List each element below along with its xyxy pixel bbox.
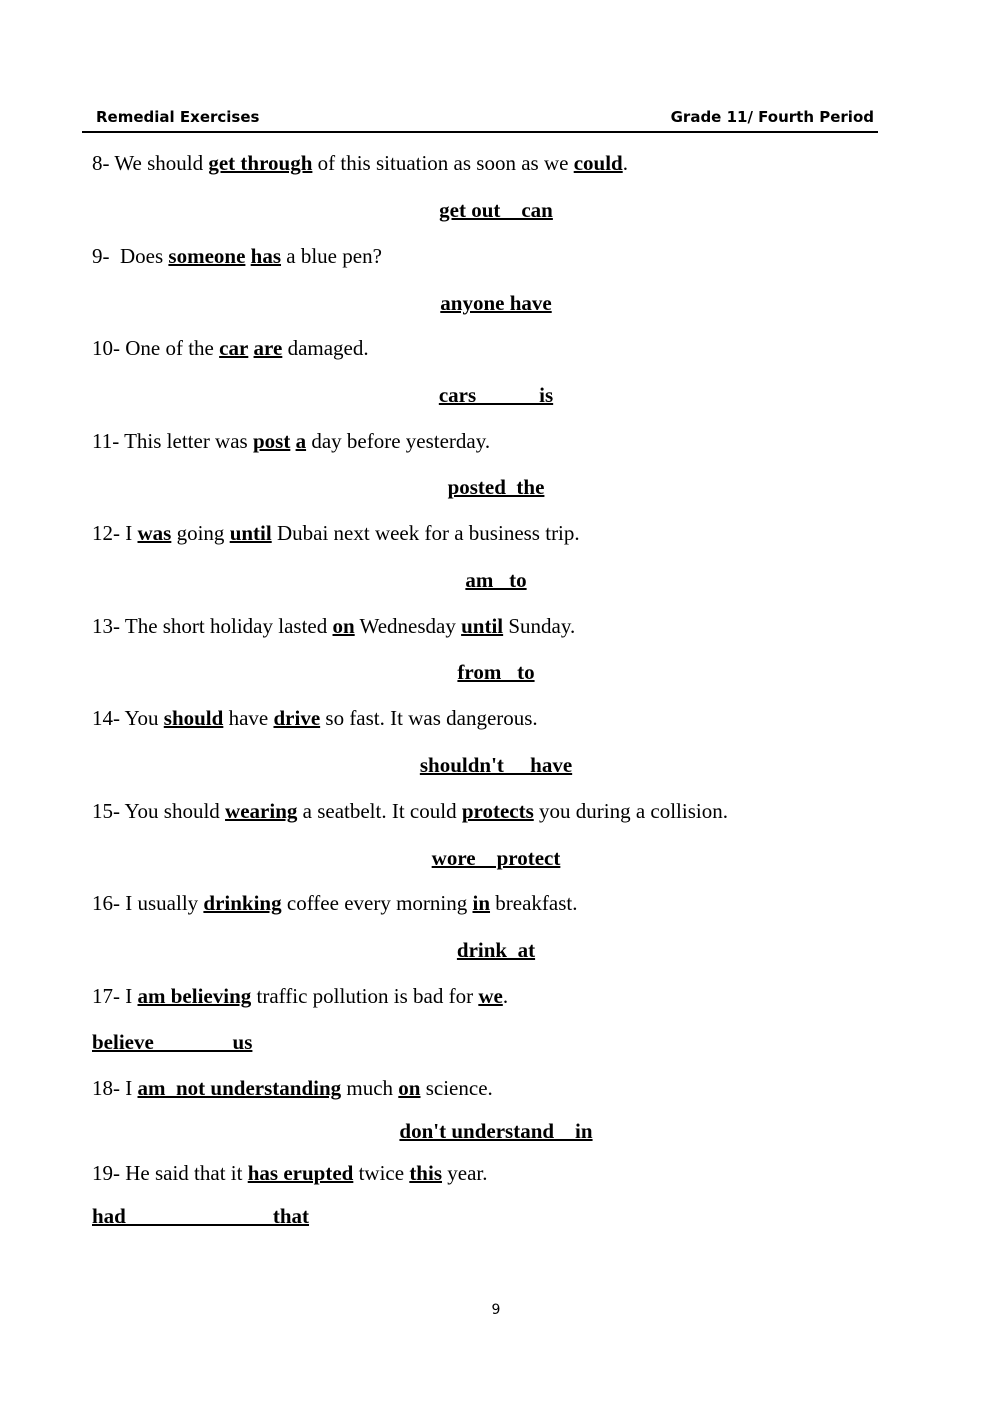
answer-11: posted the xyxy=(447,475,545,499)
answer-14: shouldn't have xyxy=(419,753,573,777)
question-11: 11- This letter was post a day before yesterday. xyxy=(92,429,491,453)
answer-16: drink at xyxy=(456,938,536,962)
page-header xyxy=(96,108,874,128)
answer-9: anyone have xyxy=(440,291,552,315)
question-15: 15- You should wearing a seatbelt. It could protects you during a collision. xyxy=(92,799,728,823)
answer-15: wore protect xyxy=(431,846,561,870)
answer-17: believe us xyxy=(92,1030,253,1054)
answer-10: cars is xyxy=(438,383,554,407)
header-grade: Grade 11/ Fourth Period xyxy=(670,108,874,126)
answer-13: from to xyxy=(457,660,535,684)
answer-19: had that xyxy=(92,1204,310,1228)
answer-18: don't understand in xyxy=(399,1119,593,1143)
question-12: 12- I was going until Dubai next week for a business trip. xyxy=(92,521,580,545)
header-title: Remedial Exercises xyxy=(96,108,260,126)
answer-8: get out can xyxy=(439,198,553,222)
page-number: 9 xyxy=(491,1302,501,1318)
question-16: 16- I usually drinking coffee every morning in breakfast. xyxy=(92,891,578,915)
question-18: 18- I am not understanding much on science. xyxy=(92,1076,493,1100)
question-14: 14- You should have drive so fast. It was dangerous. xyxy=(92,706,538,730)
question-13: 13- The short holiday lasted on Wednesday until Sunday. xyxy=(92,614,576,638)
question-9: 9- Does someone has a blue pen? xyxy=(92,244,382,268)
question-19: 19- He said that it has erupted twice this year. xyxy=(92,1161,488,1185)
question-10: 10- One of the car are damaged. xyxy=(92,336,369,360)
header-rule xyxy=(82,131,878,133)
answer-12: am to xyxy=(465,568,527,592)
question-17: 17- I am believing traffic pollution is bad for we. xyxy=(92,984,509,1008)
question-8: 8- We should get through of this situation as soon as we could. xyxy=(92,151,628,175)
